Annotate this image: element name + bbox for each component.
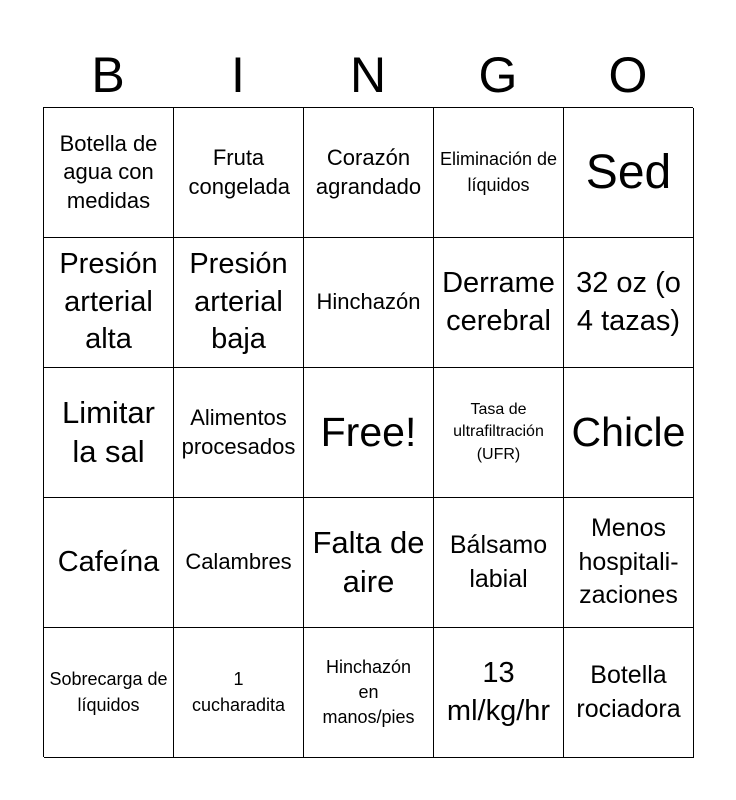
header-letter-g: G xyxy=(478,47,518,103)
bingo-cell[interactable] xyxy=(434,238,564,368)
cell-label: Calambres xyxy=(185,549,292,575)
bingo-cell[interactable] xyxy=(304,238,434,368)
cell-label: Alimentos procesados xyxy=(181,404,296,459)
cell-label: Cafeína xyxy=(57,545,160,578)
cell-label: Hinchazón en manos/pies xyxy=(322,656,415,728)
cell-label: Bálsamo labial xyxy=(449,530,548,593)
cell-label: 32 oz (o 4 tazas) xyxy=(576,266,681,337)
bingo-cell[interactable] xyxy=(44,498,174,628)
cell-label: Free! xyxy=(320,408,417,455)
bingo-cell[interactable] xyxy=(434,498,564,628)
bingo-cell[interactable] xyxy=(564,108,694,238)
bingo-cell[interactable] xyxy=(564,498,694,628)
bingo-grid xyxy=(43,107,693,757)
cell-label: Sobrecarga de líquidos xyxy=(49,669,168,715)
cell-label: Derrame cerebral xyxy=(442,266,555,337)
cell-label: Presión arterial baja xyxy=(189,247,288,356)
bingo-cell[interactable] xyxy=(44,238,174,368)
bingo-cell[interactable] xyxy=(304,108,434,238)
bingo-cell[interactable] xyxy=(304,628,434,758)
bingo-cell[interactable] xyxy=(174,628,304,758)
header-letter-n: N xyxy=(349,47,387,103)
bingo-cell[interactable] xyxy=(434,628,564,758)
bingo-cell[interactable] xyxy=(44,368,174,498)
cell-label: 13 ml/kg/hr xyxy=(446,656,551,727)
header-letter-o: O xyxy=(608,47,648,103)
cell-label: Presión arterial alta xyxy=(59,247,158,356)
cell-label: Menos hospitali-zaciones xyxy=(578,513,679,610)
cell-label: Fruta congelada xyxy=(188,144,291,199)
cell-label: Limitar la sal xyxy=(61,394,155,469)
bingo-cell[interactable] xyxy=(434,368,564,498)
bingo-cell[interactable] xyxy=(304,368,434,498)
cell-label: Hinchazón xyxy=(316,289,421,315)
bingo-cell[interactable] xyxy=(564,238,694,368)
bingo-header xyxy=(43,44,693,106)
bingo-cell[interactable] xyxy=(174,498,304,628)
bingo-cell[interactable] xyxy=(304,498,434,628)
bingo-cell[interactable] xyxy=(44,628,174,758)
cell-label: Sed xyxy=(585,145,672,199)
cell-label: Botella de agua con medidas xyxy=(59,130,158,213)
cell-label: Eliminación de líquidos xyxy=(439,149,558,195)
cell-label: Chicle xyxy=(571,408,686,455)
cell-label: Botella rociadora xyxy=(576,660,681,723)
cell-label: 1 cucharadita xyxy=(191,669,286,715)
bingo-cell[interactable] xyxy=(44,108,174,238)
header-letter-b: B xyxy=(91,47,125,103)
bingo-cell[interactable] xyxy=(174,238,304,368)
cell-label: Corazón agrandado xyxy=(315,144,422,199)
bingo-cell[interactable] xyxy=(564,368,694,498)
bingo-cell[interactable] xyxy=(174,368,304,498)
header-letter-i: I xyxy=(231,47,245,103)
bingo-cell[interactable] xyxy=(174,108,304,238)
bingo-cell[interactable] xyxy=(434,108,564,238)
cell-label: Falta de aire xyxy=(312,524,425,599)
cell-label: Tasa de ultrafiltración (UFR) xyxy=(453,400,544,463)
bingo-cell[interactable] xyxy=(564,628,694,758)
